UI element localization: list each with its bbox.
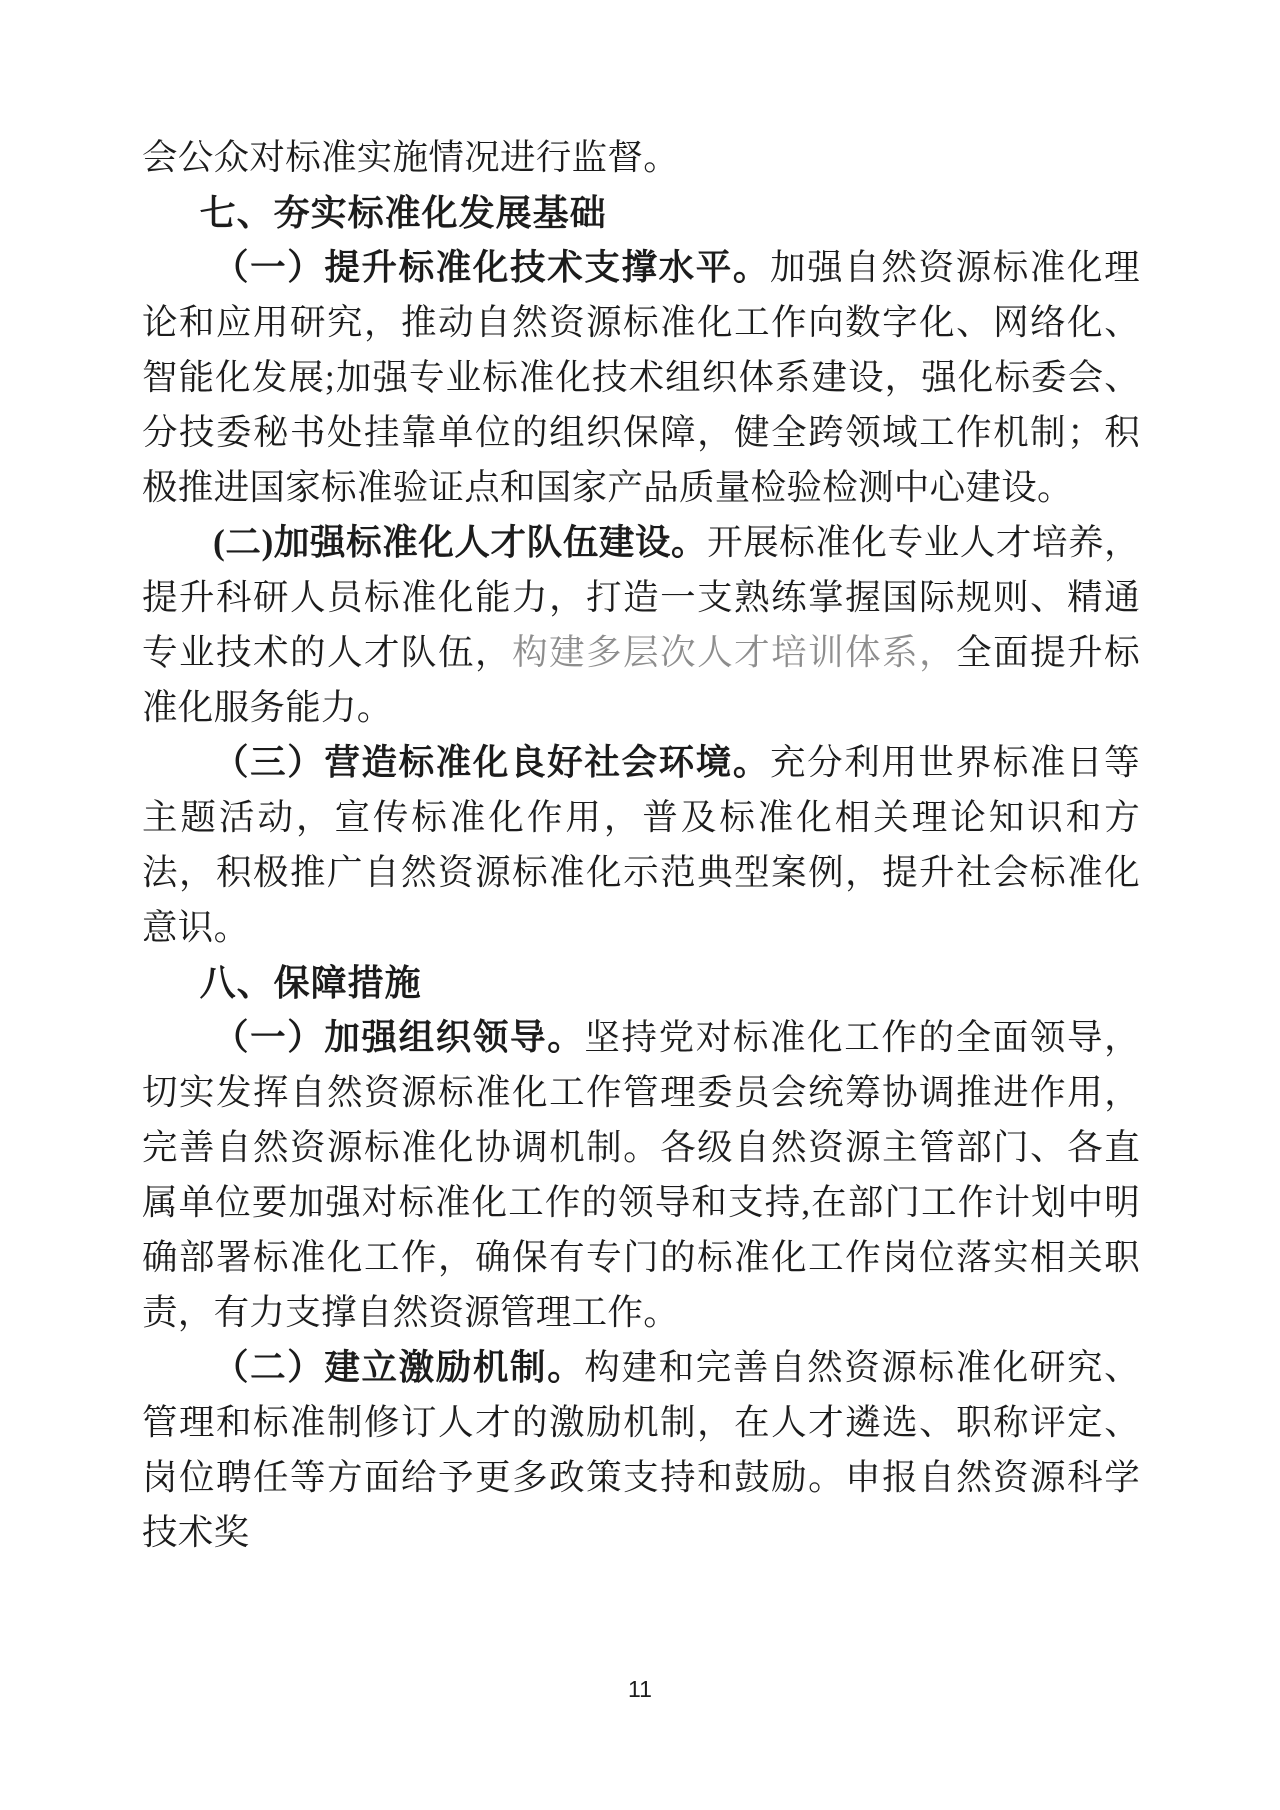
paragraph-lead: （三）营造标准化良好社会环境。	[213, 742, 770, 782]
paragraph-continuation: 会公众对标准实施情况进行监督。	[142, 137, 680, 177]
paragraph-body: 全面提升标准化服务能力。	[142, 632, 1140, 727]
paragraph-body: 开展标准化专业人才培养，提升科研人员标准化能力，打造一支熟练掌握国际规则、精通专业技术的人才队伍，	[142, 522, 1140, 672]
section-7-heading: 七、夯实标准化发展基础	[199, 192, 607, 233]
paragraph-body: 充分利用世界标准日等主题活动，宣传标准化作用，普及标准化相关理论知识和方法，积极推广自然资源标准化示范典型案例，提升社会标准化意识。	[142, 742, 1140, 947]
page-content	[142, 130, 1140, 1560]
paragraph-8-1	[142, 1010, 1140, 1340]
paragraph-lead: （一）加强组织领导。	[213, 1017, 585, 1057]
paragraph-lead: （一）提升标准化技术支撑水平。	[213, 247, 770, 287]
page-number: 11	[628, 1676, 652, 1702]
paragraph-lead: (二)加强标准化人才队伍建设。	[213, 522, 708, 562]
paragraph-lead: （二）建立激励机制。	[213, 1347, 585, 1387]
paragraph-7-2	[142, 515, 1140, 735]
paragraph-body: 构建和完善自然资源标准化研究、管理和标准制修订人才的激励机制，在人才遴选、职称评定、岗位聘任等方面给予更多政策支持和鼓励。申报自然资源科学技术奖	[142, 1347, 1140, 1552]
paragraph-8-2	[142, 1340, 1140, 1560]
paragraph-7-1	[142, 240, 1140, 515]
paragraph-body: 坚持党对标准化工作的全面领导，切实发挥自然资源标准化工作管理委员会统筹协调推进作用，完善自然资源标准化协调机制。各级自然资源主管部门、各直属单位要加强对标准化工作的领导和支持,在部门工作计划中明确部署标准化工作，确保有专门的标准化工作岗位落实相关职责，有力支撑自然资源管理工作。	[142, 1017, 1140, 1332]
highlighted-phrase: 构建多层次人才培训体系，	[512, 632, 957, 672]
section-8-heading: 八、保障措施	[199, 962, 422, 1003]
paragraph-7-3	[142, 735, 1140, 955]
paragraph-body: 加强自然资源标准化理论和应用研究，推动自然资源标准化工作向数字化、网络化、智能化发展;加强专业标准化技术组织体系建设，强化标委会、分技委秘书处挂靠单位的组织保障，健全跨领域工作机制；积极推进国家标准验证点和国家产品质量检验检测中心建设。	[142, 247, 1140, 507]
